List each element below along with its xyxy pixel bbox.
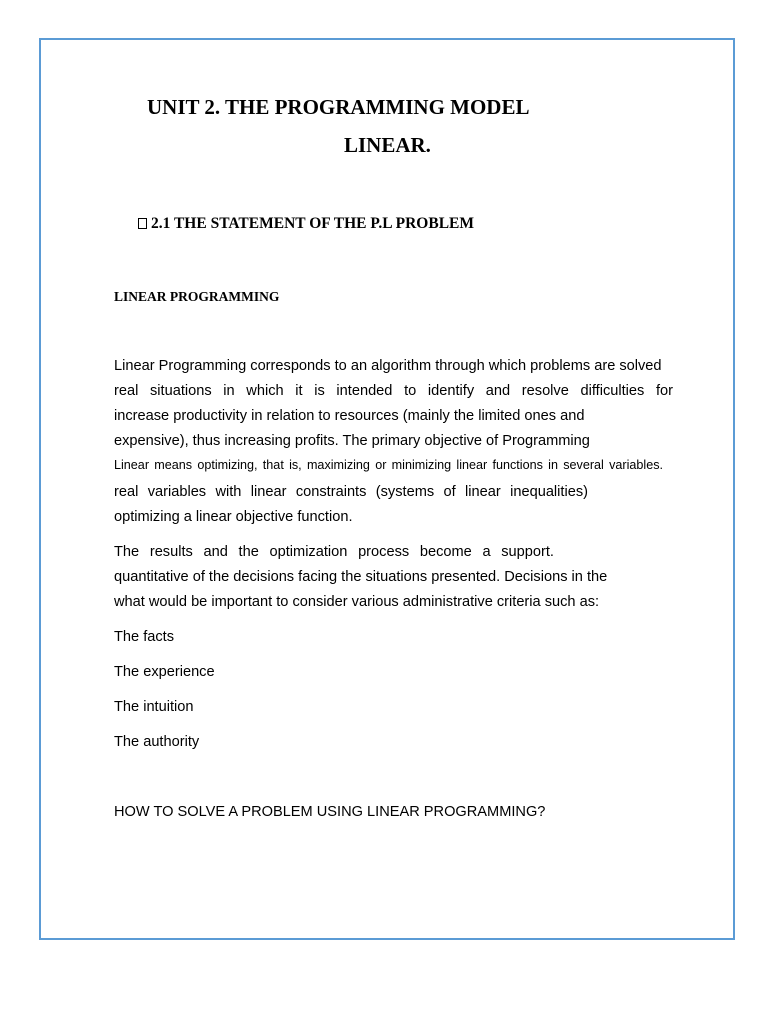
paragraph1-line5: Linear means optimizing, that is, maximizing or minimizing linear functions in several variables. xyxy=(114,458,663,472)
paragraph2-line2: quantitative of the decisions facing the situations presented. Decisions in the xyxy=(114,569,608,585)
criteria-item: The facts xyxy=(114,629,175,645)
subheading: LINEAR PROGRAMMING xyxy=(114,289,280,304)
section-heading-text: 2.1 THE STATEMENT OF THE P.L PROBLEM xyxy=(151,215,474,232)
criteria-item: The intuition xyxy=(114,699,194,715)
section-heading xyxy=(138,215,474,233)
paragraph2-line3: what would be important to consider various administrative criteria such as: xyxy=(114,594,600,610)
question-heading: HOW TO SOLVE A PROBLEM USING LINEAR PROGRAMMING? xyxy=(114,804,546,820)
paragraph1-line6: real variables with linear constraints (systems of linear inequalities) xyxy=(114,484,588,500)
paragraph1-line1: Linear Programming corresponds to an algorithm through which problems are solved xyxy=(114,358,662,374)
criteria-item: The authority xyxy=(114,734,200,750)
paragraph1-line3: increase productivity in relation to resources (mainly the limited ones and xyxy=(114,408,585,424)
paragraph2-line1: The results and the optimization process become a support. xyxy=(114,544,554,560)
page-title-line2: LINEAR. xyxy=(344,133,431,157)
paragraph1-line7: optimizing a linear objective function. xyxy=(114,509,353,525)
missing-glyph-bullet-icon xyxy=(138,218,147,229)
criteria-item: The experience xyxy=(114,664,215,680)
page-title-line1: UNIT 2. THE PROGRAMMING MODEL xyxy=(147,95,530,119)
paragraph1-line4: expensive), thus increasing profits. The primary objective of Programming xyxy=(114,433,590,449)
paragraph1-line2: real situations in which it is intended to identify and resolve difficulties for xyxy=(114,383,673,399)
